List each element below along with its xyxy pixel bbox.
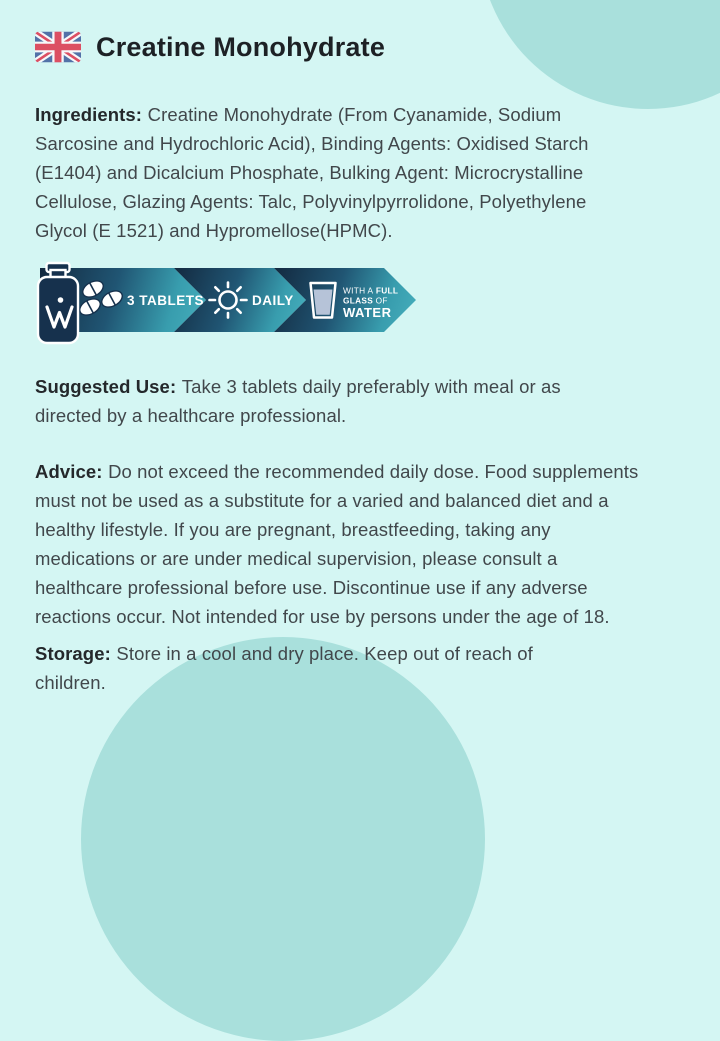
ingredients-line-1: Creatine Monohydrate (From Cyanamide, Sodium — [147, 104, 562, 125]
storage-line-1: Store in a cool and dry place. Keep out of reach of — [116, 643, 533, 664]
suggested-use-line-1: Take 3 tablets daily preferably with meal or as — [181, 376, 561, 397]
step3-line1: WITH A FULL — [343, 285, 399, 296]
text-line: Glycol (E 1521) and Hypromellose(HPMC). — [35, 220, 393, 241]
text-line — [35, 372, 690, 401]
storage-section — [35, 639, 690, 697]
text-line: healthcare professional before use. Discontinue use if any adverse — [35, 577, 588, 598]
page-title: Creatine Monohydrate — [96, 32, 386, 62]
header — [35, 30, 385, 64]
ingredients-label: Ingredients: — [35, 104, 143, 125]
storage-label: Storage: — [35, 643, 111, 664]
step2-label: DAILY — [252, 293, 294, 308]
text-line: Sarcosine and Hydrochloric Acid), Binding Agents: Oxidised Starch — [35, 133, 589, 154]
step3-line2: GLASS OF — [343, 295, 388, 306]
step3-line3: WATER — [343, 305, 392, 320]
text-line — [35, 639, 690, 668]
suggested-use-label: Suggested Use: — [35, 376, 177, 397]
text-line — [35, 457, 690, 486]
text-line: medications or are under medical supervision, please consult a — [35, 548, 558, 569]
dosage-banner — [30, 256, 430, 348]
text-line: children. — [35, 672, 106, 693]
text-line: reactions occur. Not intended for use by persons under the age of 18. — [35, 606, 610, 627]
advice-section — [35, 457, 690, 631]
text-line: (E1404) and Dicalcium Phosphate, Bulking Agent: Microcrystalline — [35, 162, 584, 183]
uk-flag-icon — [35, 30, 81, 64]
ingredients-section — [35, 100, 690, 245]
advice-label: Advice: — [35, 461, 103, 482]
step1-label: 3 TABLETS — [127, 293, 205, 308]
text-line: directed by a healthcare professional. — [35, 405, 347, 426]
text-line: Cellulose, Glazing Agents: Talc, Polyvinylpyrrolidone, Polyethylene — [35, 191, 587, 212]
text-line: must not be used as a substitute for a varied and balanced diet and a — [35, 490, 609, 511]
dosage-banner-graphic — [30, 256, 430, 348]
text-line: healthy lifestyle. If you are pregnant, breastfeeding, taking any — [35, 519, 551, 540]
advice-line-1: Do not exceed the recommended daily dose. Food supplements — [108, 461, 639, 482]
suggested-use-section — [35, 372, 690, 430]
text-line — [35, 100, 690, 129]
